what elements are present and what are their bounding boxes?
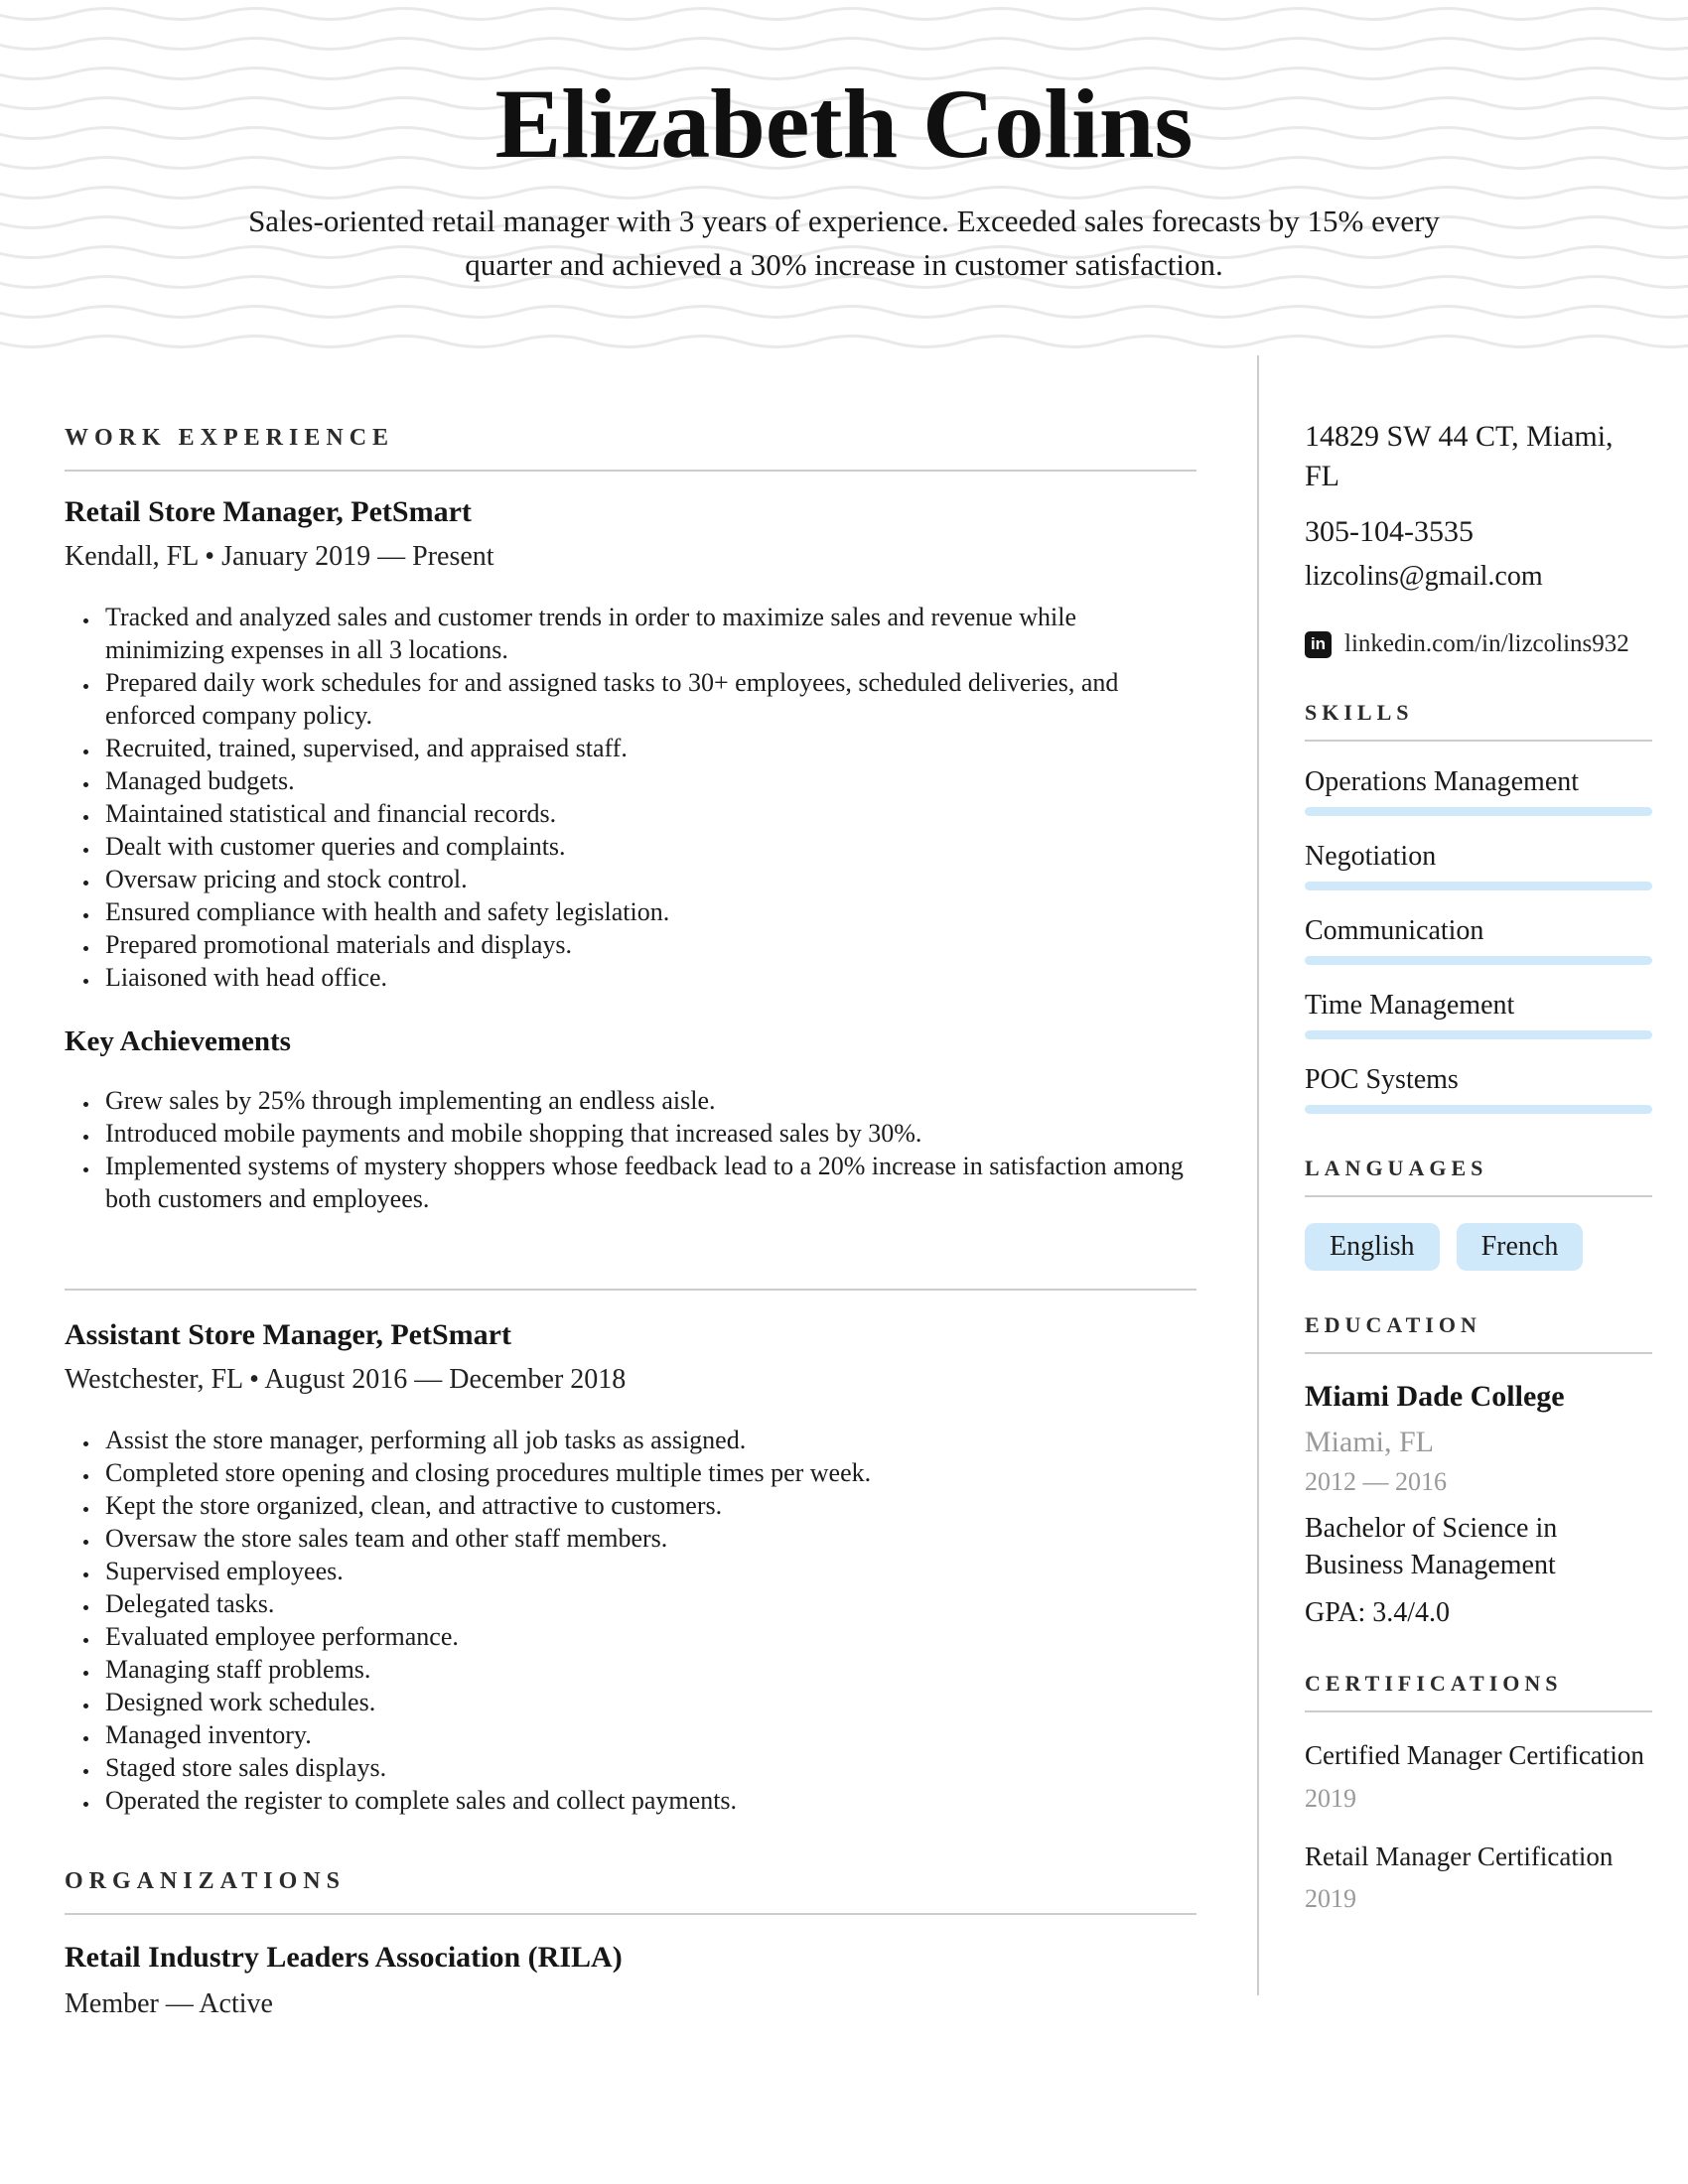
skill-name: Time Management	[1305, 990, 1515, 1022]
certification-name: Certified Manager Certification	[1305, 1739, 1644, 1770]
certification-entry	[1305, 1738, 1652, 1814]
job-bullets	[65, 1424, 1196, 1817]
skills-list	[1305, 766, 1652, 1114]
section-education	[1305, 1312, 1652, 1629]
linkedin-icon: in	[1305, 631, 1332, 658]
job-entry	[65, 495, 1196, 1215]
education-heading: EDUCATION	[1305, 1312, 1652, 1354]
skill-name: Operations Management	[1305, 766, 1580, 798]
job-bullet: • Assist the store manager, performing all job tasks as assigned.	[100, 1424, 1196, 1456]
certification-year: 2019	[1305, 1884, 1356, 1914]
job-bullet: • Evaluated employee performance.	[100, 1620, 1196, 1653]
main-column	[65, 355, 1196, 2020]
achievement-bullet: • Introduced mobile payments and mobile shopping that increased sales by 30%.	[100, 1117, 1196, 1150]
job-bullet: • Tracked and analyzed sales and customer trends in order to maximize sales and revenue while minimizing expenses in all 3 locations.	[100, 601, 1196, 666]
job-bullet: • Managed budgets.	[100, 764, 1196, 797]
education-school: Miami Dade College	[1305, 1380, 1565, 1414]
education-degree: Bachelor of Science in Business Management	[1305, 1513, 1558, 1580]
section-organizations	[65, 1868, 1196, 2020]
job-bullet: • Delegated tasks.	[100, 1587, 1196, 1620]
resume-header	[0, 0, 1688, 355]
skill-entry	[1305, 841, 1652, 890]
certification-entry	[1305, 1840, 1652, 1915]
job-bullet: • Staged store sales displays.	[100, 1751, 1196, 1784]
summary-text: Sales-oriented retail manager with 3 years of experience. Exceeded sales forecasts by 15% every quarter and achieved a 30% increase in customer satisfaction.	[248, 204, 1440, 283]
certification-name: Retail Manager Certification	[1305, 1841, 1614, 1871]
education-location: Miami, FL	[1305, 1426, 1435, 1459]
job-meta: Kendall, FL • January 2019 — Present	[65, 541, 494, 572]
skill-level-bar	[1305, 956, 1652, 965]
organizations-list	[65, 1941, 1196, 2020]
job-bullet: • Managing staff problems.	[100, 1653, 1196, 1686]
job-bullet: • Managed inventory.	[100, 1718, 1196, 1751]
section-certifications	[1305, 1671, 1652, 1914]
skill-level-bar	[1305, 1030, 1652, 1039]
skill-level-bar	[1305, 882, 1652, 890]
contact-address: 14829 SW 44 CT, Miami, FL	[1305, 420, 1614, 492]
skill-name: POC Systems	[1305, 1064, 1459, 1096]
column-divider	[1257, 355, 1259, 1995]
achievements-list	[65, 1084, 1196, 1215]
skill-entry	[1305, 990, 1652, 1039]
job-bullet: • Supervised employees.	[100, 1555, 1196, 1587]
job-title: Assistant Store Manager, PetSmart	[65, 1318, 511, 1352]
achievements-heading: Key Achievements	[65, 1025, 291, 1058]
job-entry	[65, 1289, 1196, 1817]
education-years: 2012 — 2016	[1305, 1467, 1447, 1497]
certifications-list	[1305, 1738, 1652, 1914]
achievement-bullet: • Grew sales by 25% through implementing an endless aisle.	[100, 1084, 1196, 1117]
job-bullet: • Ensured compliance with health and safety legislation.	[100, 895, 1196, 928]
skill-entry	[1305, 915, 1652, 965]
achievement-bullet: • Implemented systems of mystery shoppers whose feedback lead to a 20% increase in satisfaction among both customers and employees.	[100, 1150, 1196, 1215]
section-languages	[1305, 1156, 1652, 1271]
contact-phone: 305-104-3535	[1305, 515, 1474, 549]
education-gpa: GPA: 3.4/4.0	[1305, 1596, 1451, 1628]
sidebar-column	[1305, 355, 1652, 1914]
skills-heading: SKILLS	[1305, 700, 1652, 742]
job-bullet: • Kept the store organized, clean, and attractive to customers.	[100, 1489, 1196, 1522]
certifications-heading: CERTIFICATIONS	[1305, 1671, 1652, 1712]
languages-list	[1305, 1223, 1652, 1271]
job-bullet: • Oversaw pricing and stock control.	[100, 863, 1196, 895]
linkedin-url: linkedin.com/in/lizcolins932	[1344, 630, 1629, 658]
job-bullet: • Completed store opening and closing procedures multiple times per week.	[100, 1456, 1196, 1489]
skill-name: Communication	[1305, 915, 1484, 947]
job-meta: Westchester, FL • August 2016 — December 2018	[65, 1364, 627, 1396]
organizations-heading: ORGANIZATIONS	[65, 1868, 1196, 1915]
job-bullet: • Oversaw the store sales team and other staff members.	[100, 1522, 1196, 1555]
organization-name: Retail Industry Leaders Association (RILA)	[65, 1941, 623, 1975]
skill-name: Negotiation	[1305, 841, 1437, 873]
language-badge: French	[1457, 1223, 1584, 1271]
person-name: Elizabeth Colins	[494, 68, 1194, 179]
contact-email: lizcolins@gmail.com	[1305, 561, 1543, 593]
section-work-experience	[65, 425, 1196, 1817]
work-experience-heading: WORK EXPERIENCE	[65, 425, 1196, 472]
language-badge: English	[1305, 1223, 1440, 1271]
job-bullet: • Designed work schedules.	[100, 1686, 1196, 1718]
contact-block	[1305, 417, 1652, 658]
job-title: Retail Store Manager, PetSmart	[65, 495, 472, 528]
job-bullet: • Dealt with customer queries and complaints.	[100, 830, 1196, 863]
languages-heading: LANGUAGES	[1305, 1156, 1652, 1197]
content-columns	[0, 355, 1688, 2020]
job-bullet: • Liaisoned with head office.	[100, 961, 1196, 994]
job-bullet: • Prepared daily work schedules for and assigned tasks to 30+ employees, scheduled deliveries, and enforced company policy.	[100, 666, 1196, 732]
certification-year: 2019	[1305, 1783, 1356, 1813]
skill-entry	[1305, 1064, 1652, 1114]
skill-level-bar	[1305, 807, 1652, 816]
linkedin-row	[1305, 630, 1652, 658]
skill-level-bar	[1305, 1105, 1652, 1114]
organization-entry	[65, 1941, 1196, 2020]
job-bullet: • Maintained statistical and financial records.	[100, 797, 1196, 830]
skill-entry	[1305, 766, 1652, 816]
jobs-list	[65, 495, 1196, 1817]
job-bullet: • Prepared promotional materials and displays.	[100, 928, 1196, 961]
job-bullet: • Recruited, trained, supervised, and appraised staff.	[100, 732, 1196, 764]
section-skills	[1305, 700, 1652, 1114]
organization-status: Member — Active	[65, 1988, 273, 2020]
job-bullets	[65, 601, 1196, 994]
job-bullet: • Operated the register to complete sales and collect payments.	[100, 1784, 1196, 1817]
